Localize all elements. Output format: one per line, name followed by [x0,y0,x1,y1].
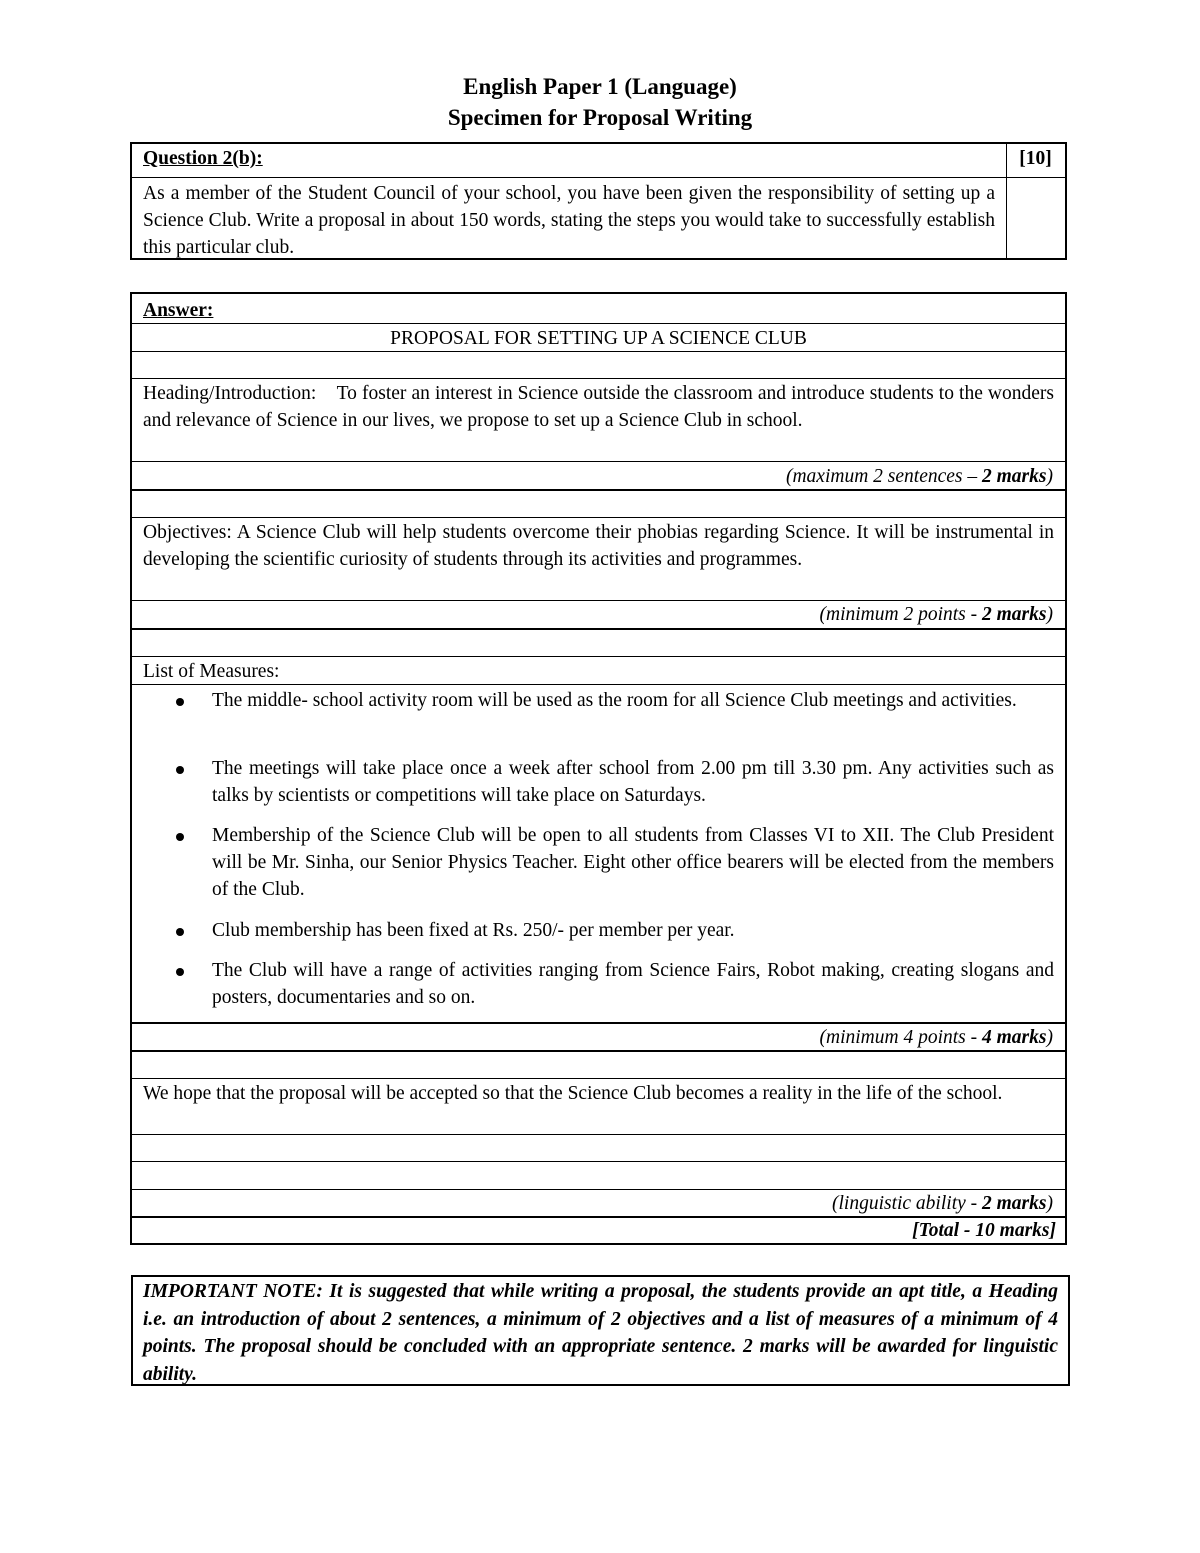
linguistic-marks: (linguistic ability - 2 marks) [831,1193,1053,1214]
question-box [130,142,1067,260]
bullet-icon [176,968,184,976]
bullet-icon [176,766,184,774]
row-divider [132,1050,1065,1052]
row-divider [132,323,1065,324]
list-item: Membership of the Science Club will be open to all students from Classes VI to XII. The Club President will be Mr. Sinha, our Senior Physics Teacher. Eight other office bearers will be elected from the members of the Club. [212,822,1054,903]
list-item: Club membership has been fixed at Rs. 250/- per member per year. [212,917,1054,944]
row-divider [132,1134,1065,1135]
page-subtitle: Specimen for Proposal Writing [447,105,753,130]
list-item: The meetings will take place once a week after school from 2.00 pm till 3.30 pm. Any activities such as talks by scientists or competitions will take place on Saturdays. [212,755,1054,809]
bullet-icon [176,928,184,936]
measures-marks: (minimum 4 points - 4 marks) [819,1027,1053,1048]
answer-label: Answer: [143,300,214,321]
important-note-box [131,1275,1070,1386]
list-item: The Club will have a range of activities ranging from Science Fairs, Robot making, creating slogans and posters, documentaries and so on. [212,957,1054,1011]
measures-label: List of Measures: [143,661,280,682]
important-note-text: IMPORTANT NOTE: It is suggested that while writing a proposal, the students provide an apt title, a Heading i.e. an introduction of about 2 sentences, a minimum of 2 objectives and a list of measures of a minimum of 4 points. The proposal should be concluded with an appropriate sentence. 2 marks will be awarded for linguistic ability. [143,1281,1058,1385]
row-divider [132,656,1065,657]
conclusion-paragraph: We hope that the proposal will be accepted so that the Science Club becomes a reality in the life of the school. [143,1083,1003,1104]
heading-paragraph [143,380,1054,434]
row-divider [132,517,1065,518]
row-divider [132,628,1065,630]
heading-label: Heading/Introduction: [143,383,317,404]
row-divider [132,177,1065,178]
bullet-icon [176,833,184,841]
question-label: Question 2(b): [143,148,263,169]
question-marks: [10] [1019,148,1052,169]
page-title: English Paper 1 (Language) [463,74,737,99]
row-divider [132,461,1065,462]
row-divider [132,489,1065,491]
heading-marks: (maximum 2 sentences – 2 marks) [785,466,1053,487]
question-text: As a member of the Student Council of your school, you have been given the responsibility of setting up a Science Club. Write a proposal in about 150 words, stating the steps you would take to successfully establish this particular club. [143,183,995,258]
answer-box [130,292,1067,1245]
objectives-paragraph: Objectives: A Science Club will help students overcome their phobias regarding Science. It will be instrumental in developing the scientific curiosity of students through its activities and programmes. [143,522,1054,570]
proposal-title: PROPOSAL FOR SETTING UP A SCIENCE CLUB [390,328,807,349]
list-item: The middle- school activity room will be used as the room for all Science Club meetings and activities. [212,687,1054,714]
bullet-icon [176,698,184,706]
row-divider [132,378,1065,379]
row-divider [132,684,1065,685]
objectives-marks: (minimum 2 points - 2 marks) [819,604,1053,625]
row-divider [132,351,1065,352]
total-marks: [Total - 10 marks] [912,1220,1056,1241]
row-divider [132,1078,1065,1079]
heading-text: To foster an interest in Science outside the classroom and introduce students to the wonders and relevance of Science in our lives, we propose to set up a Science Club in school. [143,383,1054,431]
row-divider [132,1161,1065,1162]
